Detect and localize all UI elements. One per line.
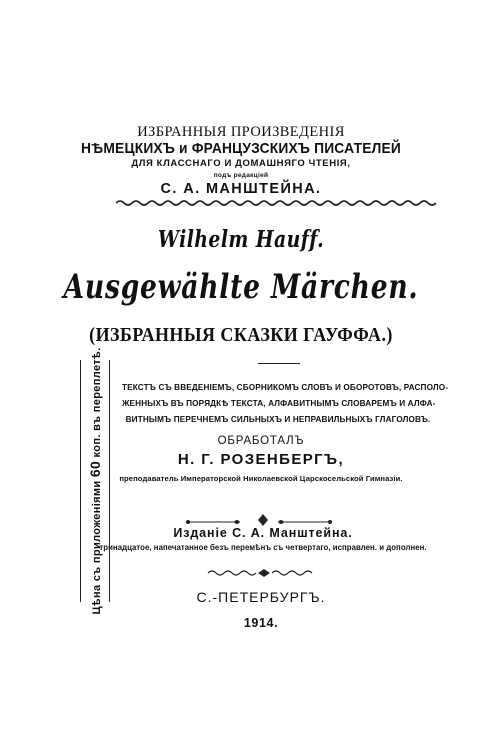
bottom-wavy-ornament xyxy=(206,568,316,578)
adapter-name: Н. Г. РОЗЕНБЕРГЪ, xyxy=(177,451,345,468)
adapted-by-label: ОБРАБОТАЛЪ xyxy=(217,435,305,447)
short-divider xyxy=(258,363,300,364)
series-audience: ДЛЯ КЛАССНАГО И ДОМАШНЯГО ЧТЕНІЯ, xyxy=(131,158,351,169)
price-suffix: коп. въ переплетѣ. xyxy=(91,347,103,458)
description-line-1: ТЕКСТЪ СЪ ВВЕДЕНІЕМЪ, СБОРНИКОМЪ СЛОВЪ И ОБОРОТОВЪ, РАСПОЛО- xyxy=(122,383,449,392)
adapter-role: преподаватель Императорской Николаевской Царскосельской Гимназіи. xyxy=(119,474,403,483)
series-subtitle: НѢМЕЦКИХЪ и ФРАНЦУЗСКИХЪ ПИСАТЕЛЕЙ xyxy=(81,140,401,157)
price-amount: 60 xyxy=(87,460,103,478)
price-text xyxy=(87,348,103,615)
edition-note: тринадцатое, напечатанное безъ перемѣнъ съ четвертаго, исправлен. и дополнен. xyxy=(99,543,427,552)
imprint-city: С.-ПЕТЕРБУРГЪ. xyxy=(196,589,326,605)
series-editor-label: подъ редакціей xyxy=(213,172,269,179)
description-line-3: ВИТНЫМЪ ПЕРЕЧНЕМЪ СИЛЬНЫХЪ И НЕПРАВИЛЬНЫХЪ ГЛАГОЛОВЪ. xyxy=(125,415,431,424)
book-title: Ausgewählte Märchen. xyxy=(63,267,419,307)
imprint-year: 1914. xyxy=(243,616,279,630)
book-subtitle: (ИЗБРАННЫЯ СКАЗКИ ГАУФФА.) xyxy=(89,324,393,346)
series-editor: С. А. МАНШТЕЙНА. xyxy=(160,181,322,197)
publisher: Изданіе С. А. Манштейна. xyxy=(173,526,353,540)
price-sidebar xyxy=(80,347,110,615)
center-diamond-ornament xyxy=(257,513,269,527)
book-author: Wilhelm Hauff. xyxy=(157,226,325,253)
price-prefix: Цѣна съ приложеніями xyxy=(91,480,103,615)
series-title: ИЗБРАННЫЯ ПРОИЗВЕДЕНІЯ xyxy=(137,124,345,140)
wavy-rule-ornament xyxy=(116,198,438,208)
description-line-2: ЖЕННЫХЪ ВЪ ПОРЯДКѢ ТЕКСТА, АЛФАВИТНЫМЪ СЛОВАРЕМЪ И АЛФА- xyxy=(122,399,436,408)
